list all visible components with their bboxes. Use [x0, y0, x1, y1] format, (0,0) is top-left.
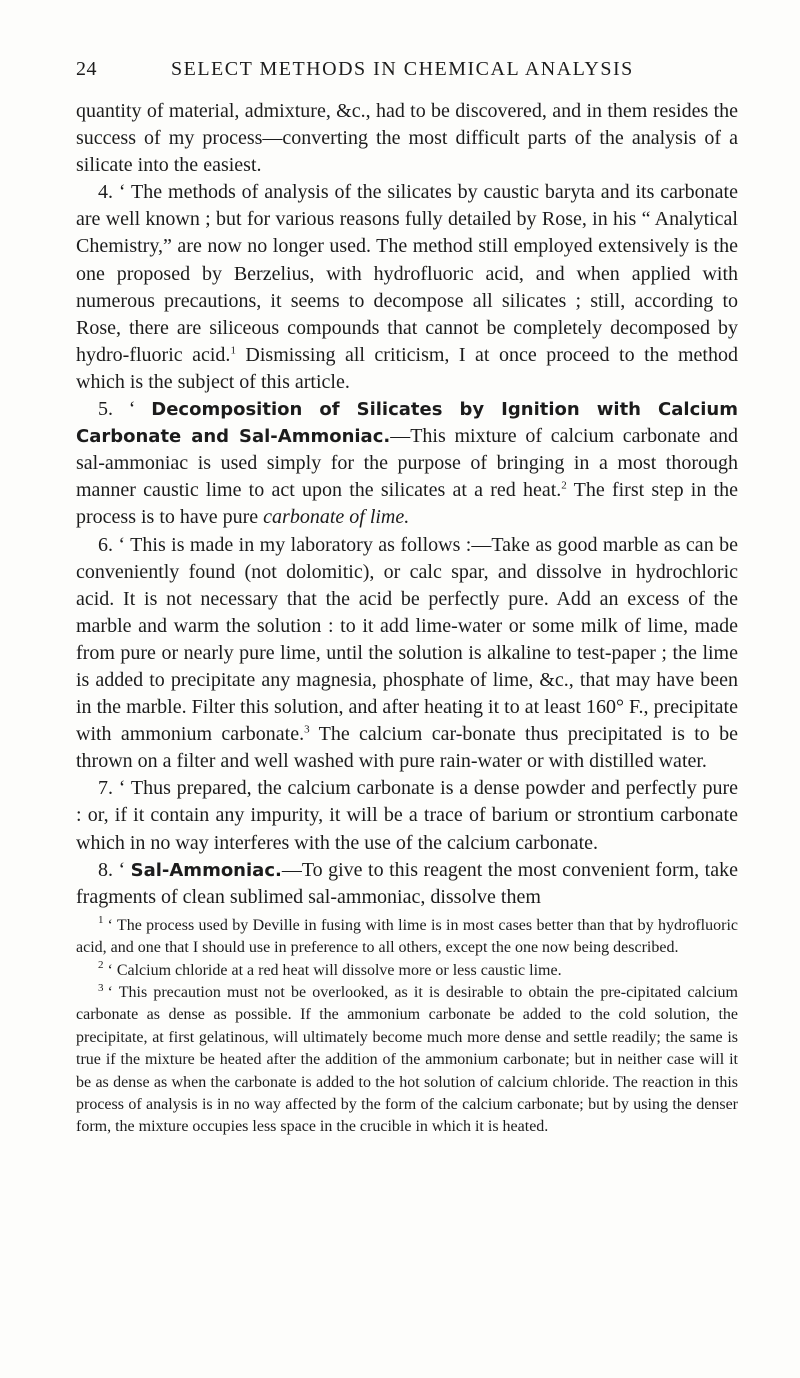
page — [76, 58, 738, 1139]
paragraph-6 — [76, 532, 738, 776]
paragraph-5-text: —This mixture of calcium carbonate and sal-ammoniac is used simply for the purpose of bringing in a most thorough manner caustic lime to act upon the silicates at a red heat. — [76, 425, 738, 502]
body-text — [76, 98, 738, 911]
paragraph-6-tail: The calcium car-bonate thus precipitated is to be thrown on a filter and well washed with pure rain-water or with distilled water. — [76, 723, 738, 773]
footnote-3 — [76, 982, 738, 1139]
section-heading-decomposition: Decomposition of Silicates by Ignition with Calcium Carbonate and Sal-Ammoniac. — [76, 399, 738, 448]
paragraph-4 — [76, 179, 738, 396]
page-number: 24 — [76, 58, 97, 80]
paragraph-4-tail: Dismissing all criticism, I at once proceed to the method which is the subject of this article. — [76, 343, 738, 393]
footnote-ref-3[interactable]: 3 — [304, 723, 310, 736]
paragraph-6-text: 6. ‘ This is made in my laboratory as follows :—Take as good marble as can be conveniently found (not dolomitic), or calc spar, and dissolve in hydrochloric acid. It is not necessary that the acid be perfectly pure. Add an excess of the marble and warm the solution : to it add lime-water or some milk of lime, made from pure or nearly pure lime, until the solution is alkaline to test-paper ; the lime is added to precipitate any magnesia, phosphate of lime, &c., that may have been in the marble. Filter this solution, and after heating it to at least 160° F., precipitate with ammonium carbonate. — [76, 533, 738, 746]
paragraph-5-number: 5. ‘ — [98, 398, 152, 421]
paragraph-5-tail: The first step in the process is to have pure — [76, 479, 739, 529]
footnote-ref-2[interactable]: 2 — [561, 479, 567, 492]
paragraph-8 — [76, 857, 738, 911]
footnote-mark: 1 — [98, 914, 104, 927]
page-header — [76, 58, 738, 98]
footnote-1 — [76, 915, 738, 960]
paragraph-8-number: 8. ‘ — [98, 858, 131, 881]
paragraph-7: 7. ‘ Thus prepared, the calcium carbonate is a dense powder and perfectly pure : or, if it contain any impurity, it will be a trace of barium or strontium carbonate which in no way interferes with the use of the calcium carbonate. — [76, 777, 738, 854]
footnote-2 — [76, 960, 738, 982]
paragraph-continuation: quantity of material, admixture, &c., had to be discovered, and in them resides the success of my process—converting the most difficult parts of the analysis of a silicate into the easiest. — [76, 100, 738, 177]
footnotes — [76, 915, 738, 1139]
footnote-text: ‘ The process used by Deville in fusing with lime is in most cases better than that by hydrofluoric acid, and one that I should use in preference to all others, except the one now being described. — [76, 916, 738, 957]
italic-carbonate-of-lime: carbonate of lime. — [263, 506, 410, 529]
footnote-text: ‘ This precaution must not be overlooked, as it is desirable to obtain the pre-cipitated calcium carbonate as dense as possible. If the ammonium carbonate be added to the cold solution, the precipitate, at first gelatinous, will ultimately become much more dense and settle readily; the same is true if the mixture be heated after the addition of the ammonium carbonate; but in neither case will it be as dense as when the carbonate is added to the hot solution of calcium chloride. The reaction in this process of analysis is in no way affected by the form of the calcium carbonate; but by using the denser form, the mixture occupies less space in the crucible in which it is heated. — [76, 984, 738, 1136]
footnote-ref-1[interactable]: 1 — [230, 344, 236, 357]
footnote-mark: 2 — [98, 959, 104, 972]
paragraph-5 — [76, 396, 738, 531]
paragraph-8-text: —To give to this reagent the most convenient form, take fragments of clean sublimed sal-ammoniac, dissolve them — [76, 858, 738, 908]
running-head: SELECT METHODS IN CHEMICAL ANALYSIS — [171, 58, 634, 80]
paragraph-4-text: 4. ‘ The methods of analysis of the silicates by caustic baryta and its carbonate are well known ; but for various reasons fully detailed by Rose, in his “ Analytical Chemistry,” are now no longer used. The method still employed extensively is the one proposed by Berzelius, with hydrofluoric acid, and when applied with numerous precautions, it seems to decompose all silicates ; still, according to Rose, there are siliceous compounds that cannot be completely decomposed by hydro-fluoric acid. — [76, 181, 738, 366]
section-heading-sal-ammoniac: Sal-Ammoniac. — [130, 859, 282, 881]
footnote-text: ‘ Calcium chloride at a red heat will dissolve more or less caustic lime. — [107, 961, 562, 979]
footnote-mark: 3 — [98, 981, 104, 994]
